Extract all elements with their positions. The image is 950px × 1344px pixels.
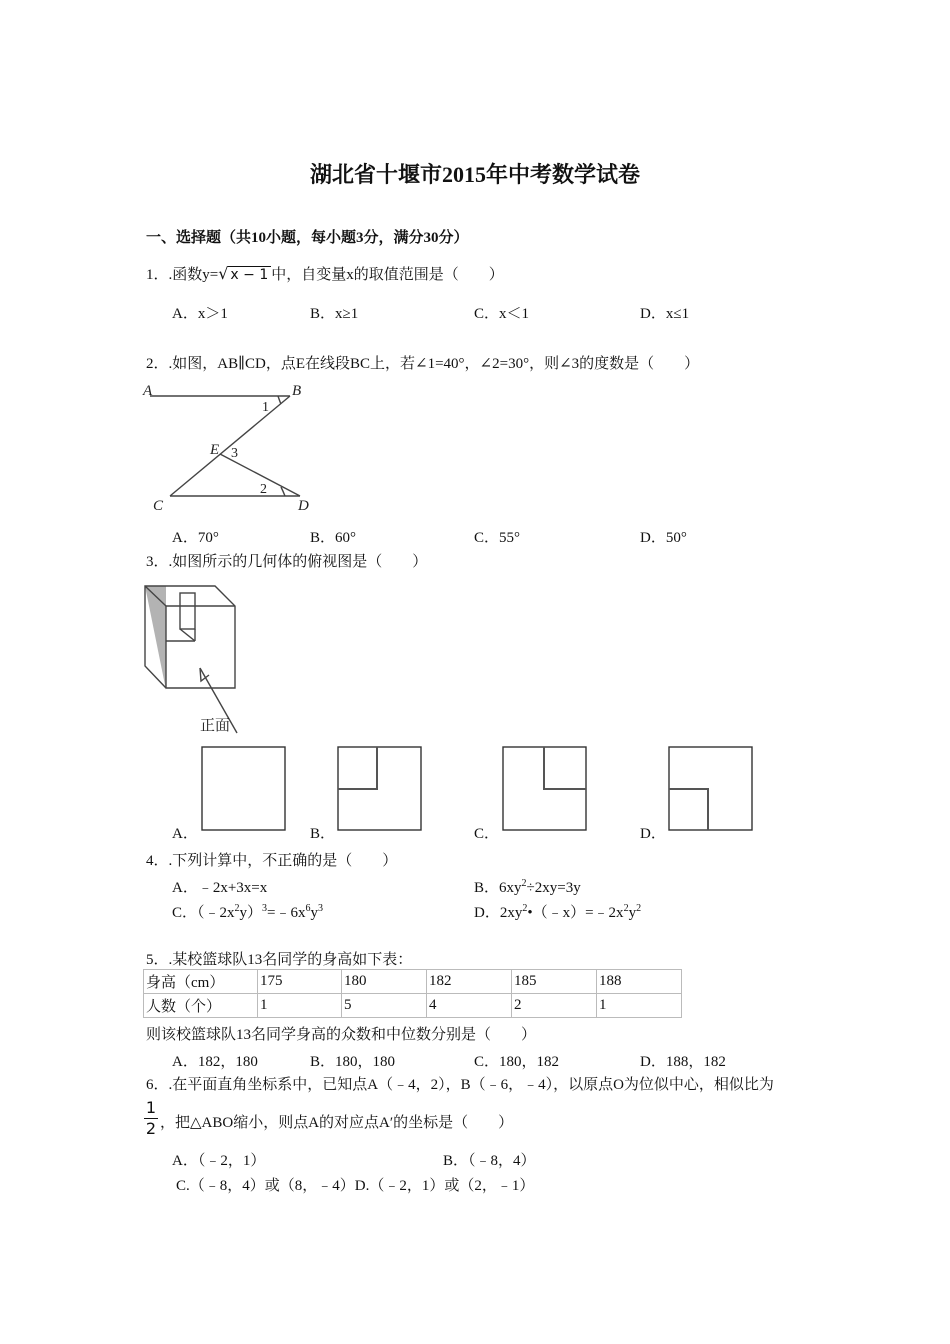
q5-option-c: C．180，182 — [474, 1054, 560, 1070]
q1-suffix: 中，自变量x的取值范围是（ ） — [271, 267, 504, 283]
point-c-label: C — [153, 498, 164, 514]
q1-option-d: D．x≤1 — [640, 306, 690, 322]
fraction-denominator: 2 — [145, 1119, 157, 1138]
q1-prefix: 1．.函数y= — [146, 267, 219, 283]
question-5-stem: 5．.某校篮球队13名同学的身高如下表： — [146, 952, 413, 968]
q2-option-b: B．60° — [310, 530, 357, 546]
table-cell: 4 — [427, 994, 512, 1018]
point-e-label: E — [210, 442, 220, 458]
table-cell: 身高（cm） — [144, 970, 258, 994]
page-title: 湖北省十堰市2015年中考数学试卷 — [309, 162, 640, 187]
q2-option-c: C．55° — [474, 530, 521, 546]
table-cell: 人数（个） — [144, 994, 258, 1018]
q6-option-c-d: C.（﹣8，4）或（8，﹣4）D.（﹣2，1）或（2，﹣1） — [176, 1178, 535, 1194]
fraction-one-half — [144, 1098, 158, 1139]
table-cell: 185 — [512, 970, 597, 994]
q2-option-a: A．70° — [172, 530, 219, 546]
fraction-numerator: 1 — [145, 1098, 157, 1117]
table-cell: 5 — [342, 994, 427, 1018]
point-d-label: D — [298, 498, 309, 514]
angle-3-label: 3 — [231, 446, 238, 461]
q3-solid-figure — [140, 578, 250, 738]
q3-option-c-figure — [502, 746, 588, 832]
q3-option-d: D． — [640, 826, 666, 842]
question-4-stem: 4．.下列计算中，不正确的是（ ） — [146, 853, 398, 869]
q3-option-b-figure — [337, 746, 423, 832]
q1-option-b: B．x≥1 — [310, 306, 359, 322]
question-1-stem — [146, 263, 504, 284]
q3-option-a: A． — [172, 826, 198, 842]
table-cell: 180 — [342, 970, 427, 994]
table-cell: 2 — [512, 994, 597, 1018]
angle-2-label: 2 — [260, 482, 267, 497]
q5-option-a: A．182，180 — [172, 1054, 258, 1070]
radicand: x − 1 — [228, 266, 271, 283]
q3-option-d-figure — [668, 746, 754, 832]
q5-option-d: D．188，182 — [640, 1054, 726, 1070]
q2-option-d: D．50° — [640, 530, 687, 546]
angle-1-label: 1 — [262, 400, 269, 415]
q4-option-c: C．$(﹣2x^2y)^3=﹣6x^6y^3$ — [172, 903, 323, 921]
q4-option-d: D．$2xy^2•(﹣x)=﹣2x^2y^2$ — [474, 903, 642, 921]
q2-figure — [140, 378, 320, 518]
q6-option-b: B．（﹣8，4） — [443, 1153, 536, 1169]
q3-option-a-figure — [201, 746, 287, 832]
q1-option-a: A．x＞1 — [172, 306, 228, 322]
table-row — [144, 970, 682, 994]
point-b-label: B — [292, 383, 302, 399]
q3-option-b: B． — [310, 826, 336, 842]
table-cell: 188 — [597, 970, 682, 994]
table-cell: 1 — [258, 994, 342, 1018]
q4-option-a: A．﹣2x+3x=x — [172, 880, 268, 896]
section-heading: 一、选择题（共10小题，每小题3分，满分30分） — [146, 230, 469, 246]
q6-option-a: A．（﹣2，1） — [172, 1153, 266, 1169]
table-row — [144, 994, 682, 1018]
q3-option-c: C． — [474, 826, 500, 842]
q4-option-b: B．$6xy^2\div 2xy=3y$ — [474, 878, 581, 896]
q5-question: 则该校篮球队13名同学身高的众数和中位数分别是（ ） — [146, 1027, 537, 1043]
q5-option-b: B．180，180 — [310, 1054, 396, 1070]
question-6-stem-continued: ，把△ABO缩小，则点A的对应点A′的坐标是（ ） — [160, 1115, 514, 1131]
question-2-stem: 2．.如图，AB∥CD，点E在线段BC上，若∠1=40°，∠2=30°，则∠3的度数是（ ） — [146, 356, 700, 372]
question-6-stem: 6．.在平面直角坐标系中，已知点A（﹣4，2），B（﹣6，﹣4），以原点O为位似中心，相似比为 — [146, 1077, 774, 1093]
table-cell: 175 — [258, 970, 342, 994]
point-a-label: A — [143, 383, 153, 399]
question-3-stem: 3．.如图所示的几何体的俯视图是（ ） — [146, 554, 428, 570]
q1-option-c: C．x＜1 — [474, 306, 530, 322]
front-view-label: 正面 — [200, 716, 231, 734]
table-cell: 1 — [597, 994, 682, 1018]
height-table — [143, 969, 682, 1018]
sqrt-expression: √ x − 1 — [218, 264, 271, 284]
table-cell: 182 — [427, 970, 512, 994]
